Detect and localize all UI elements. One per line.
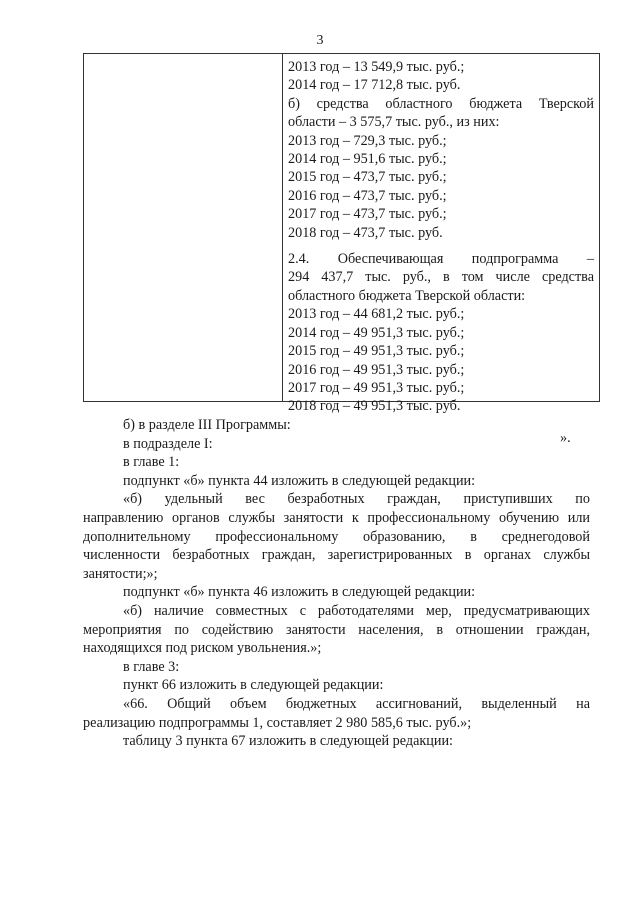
table-line: 2015 год – 49 951,3 тыс. руб.; bbox=[288, 343, 465, 360]
body-line: подпункт «б» пункта 44 изложить в следующей редакции: bbox=[123, 472, 476, 489]
budget-table bbox=[83, 53, 600, 415]
table-column-divider bbox=[282, 54, 283, 401]
table-line: 294 437,7 тыс. руб., в том числе средства bbox=[288, 269, 594, 286]
table-line: 2016 год – 473,7 тыс. руб.; bbox=[288, 187, 447, 204]
body-line: в главе 3: bbox=[123, 658, 180, 675]
body-line: пункт 66 изложить в следующей редакции: bbox=[123, 677, 384, 694]
page-number: 3 bbox=[316, 33, 324, 48]
table-line: области – 3 575,7 тыс. руб., из них: bbox=[288, 114, 500, 131]
table-line: б) средства областного бюджета Тверской bbox=[288, 95, 594, 112]
paragraph-line: находящихся под риском увольнения.»; bbox=[83, 640, 322, 657]
table-line: 2015 год – 473,7 тыс. руб.; bbox=[288, 169, 447, 186]
paragraph-line: «66. Общий объем бюджетных ассигнований, выделенный на bbox=[123, 695, 590, 712]
paragraph-line: численности безработных граждан, зарегистрированных в органах службы bbox=[83, 547, 590, 564]
paragraph-line: мероприятия по содействию занятости населения, в отношении граждан, bbox=[83, 621, 590, 638]
closing-quote: ». bbox=[560, 430, 571, 446]
table-line: 2018 год – 473,7 тыс. руб. bbox=[288, 224, 443, 241]
table-line: 2014 год – 17 712,8 тыс. руб. bbox=[288, 77, 461, 94]
table-line: 2017 год – 49 951,3 тыс. руб.; bbox=[288, 379, 465, 396]
table-line: 2013 год – 44 681,2 тыс. руб.; bbox=[288, 306, 465, 323]
table-line: 2.4. Обеспечивающая подпрограмма – bbox=[288, 251, 594, 268]
table-line: областного бюджета Тверской области: bbox=[288, 287, 526, 304]
body-line: подпункт «б» пункта 46 изложить в следующей редакции: bbox=[123, 584, 476, 601]
body-line: в главе 1: bbox=[123, 454, 180, 471]
paragraph-line: занятости;»; bbox=[83, 565, 158, 582]
body-line: в подразделе I: bbox=[123, 435, 213, 452]
table-line: 2016 год – 49 951,3 тыс. руб.; bbox=[288, 361, 465, 378]
paragraph-line: «б) удельный вес безработных граждан, приступивших по bbox=[123, 491, 590, 508]
table-cell-funding bbox=[288, 58, 594, 416]
paragraph-line: «б) наличие совместных с работодателями мер, предусматривающих bbox=[123, 602, 590, 619]
table-line: 2014 год – 951,6 тыс. руб.; bbox=[288, 151, 447, 168]
funding-block-2 bbox=[288, 250, 594, 416]
table-line: 2017 год – 473,7 тыс. руб.; bbox=[288, 206, 447, 223]
funding-block-1 bbox=[288, 58, 594, 242]
paragraph-line: дополнительному профессиональному образованию, в среднегодовой bbox=[83, 528, 590, 545]
table-line: 2013 год – 13 549,9 тыс. руб.; bbox=[288, 59, 465, 75]
body-line: б) в разделе III Программы: bbox=[123, 417, 291, 433]
document-body bbox=[83, 416, 590, 751]
table-line: 2018 год – 49 951,3 тыс. руб. bbox=[288, 398, 461, 415]
table-line: 2013 год – 729,3 тыс. руб.; bbox=[288, 132, 447, 149]
paragraph-line: направлению органов службы занятости к профессиональному обучению или bbox=[83, 509, 590, 526]
table-line: 2014 год – 49 951,3 тыс. руб.; bbox=[288, 324, 465, 341]
paragraph-line: реализацию подпрограммы 1, составляет 2 980 585,6 тыс. руб.»; bbox=[83, 714, 472, 731]
body-line: таблицу 3 пункта 67 изложить в следующей редакции: bbox=[123, 733, 453, 750]
